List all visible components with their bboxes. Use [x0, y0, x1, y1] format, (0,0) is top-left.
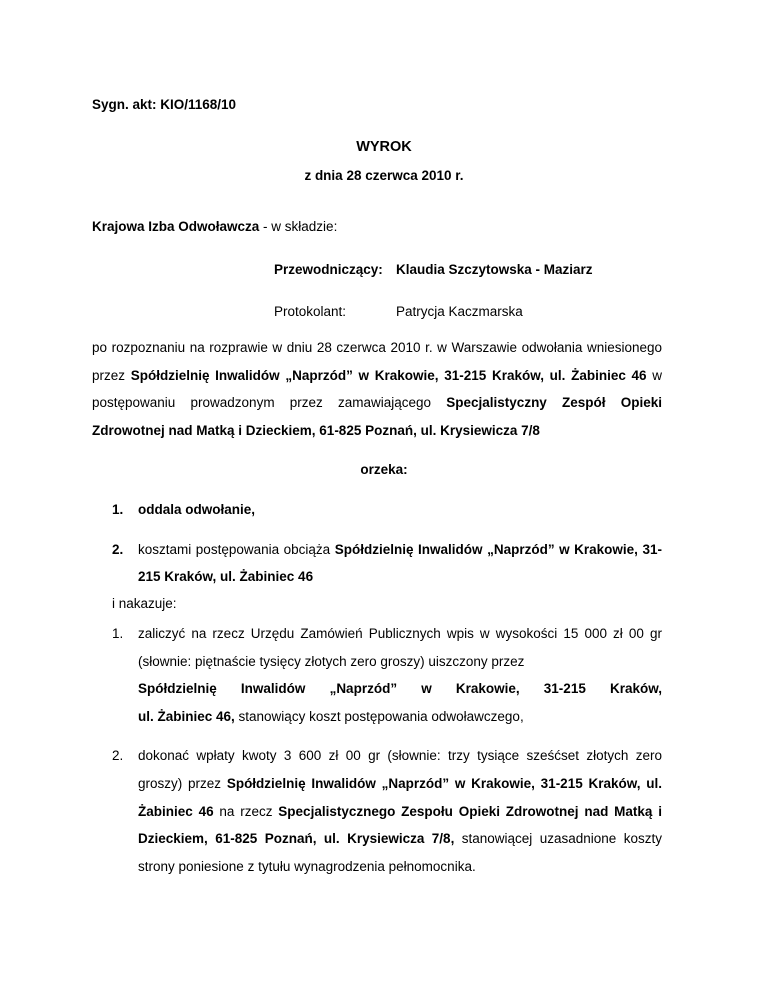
- list-item: [112, 536, 662, 591]
- list-item-text: kosztami postępowania obciąża: [138, 541, 335, 557]
- chair-name: Klaudia Szczytowska - Maziarz: [396, 262, 593, 277]
- clerk-label: Protokolant:: [274, 304, 347, 319]
- orders-heading: i nakazuje:: [112, 596, 177, 611]
- document-title: WYROK: [356, 139, 412, 155]
- intro-text-2: w postępowaniu prowadzonym przez zamawiającego: [92, 367, 663, 411]
- list-item: [112, 742, 662, 880]
- ruling-heading: orzeka:: [360, 462, 408, 477]
- case-number: Sygn. akt: KIO/1168/10: [92, 97, 237, 112]
- list-item-text-end: stanowiący koszt postępowania odwoławczego,: [234, 708, 524, 724]
- payee-name: Specjalistycznego Zespołu Opieki Zdrowotnej nad Matką i Dzieckiem, 61-825 Poznań, ul. Krysiewicza 7/8,: [138, 803, 662, 847]
- list-item: [112, 496, 662, 524]
- intro-paragraph: [92, 334, 662, 444]
- list-item-text: oddala odwołanie,: [138, 502, 256, 517]
- list-item-text: dokonać wpłaty kwoty 3 600 zł 00 gr (słownie: trzy tysiące sześćset złotych zero groszy) przez: [138, 748, 662, 791]
- fee-payer-name: Spółdzielnię Inwalidów „Naprzód” w Krakowie, 31-215 Kraków,: [138, 681, 662, 697]
- list-item-text: zaliczyć na rzecz Urzędu Zamówień Publicznych wpis w wysokości 15 000 zł 00 gr (słownie: piętnaście tysięcy złotych zero groszy) uiszczony przez: [138, 626, 662, 669]
- list-item-text-mid: na rzecz: [213, 803, 279, 819]
- list-item-number: 2.: [112, 541, 124, 557]
- list-item: [112, 620, 662, 730]
- list-item-number: 2.: [112, 748, 124, 764]
- clerk-name: Patrycja Kaczmarska: [396, 304, 523, 319]
- tribunal-name: Krajowa Izba Odwoławcza: [92, 219, 260, 234]
- ruling-list: [112, 496, 662, 591]
- contracting-authority-name: Specjalistyczny Zespół Opieki Zdrowotnej nad Matką i Dzieckiem, 61-825 Poznań, ul. Krysiewicza 7/8: [92, 395, 663, 438]
- list-item-number: 1.: [112, 626, 124, 641]
- costs-party-name: Spółdzielnię Inwalidów „Naprzód” w Krakowie, 31-215 Kraków, ul. Żabiniec 46: [138, 541, 662, 585]
- composition-suffix: - w składzie:: [259, 219, 338, 234]
- chair-label: Przewodniczący:: [274, 262, 383, 277]
- orders-list: [112, 620, 662, 880]
- intro-text-1: po rozpoznaniu na rozprawie w dniu 28 czerwca 2010 r. w Warszawie odwołania wniesionego przez: [92, 340, 662, 383]
- panel-composition: [92, 219, 337, 234]
- list-item-number: 1.: [112, 502, 124, 517]
- fee-payer-address: ul. Żabiniec 46,: [138, 708, 235, 724]
- appellant-name: Spółdzielnię Inwalidów „Naprzód” w Krakowie, 31-215 Kraków, ul. Żabiniec 46: [130, 367, 647, 383]
- payer-name: Spółdzielnię Inwalidów „Naprzód” w Krakowie, 31-215 Kraków, ul. Żabiniec 46: [138, 775, 663, 819]
- list-item-text-end: stanowiącej uzasadnione koszty strony poniesione z tytułu wynagrodzenia pełnomocnika.: [138, 831, 662, 874]
- judgment-date: z dnia 28 czerwca 2010 r.: [304, 168, 464, 183]
